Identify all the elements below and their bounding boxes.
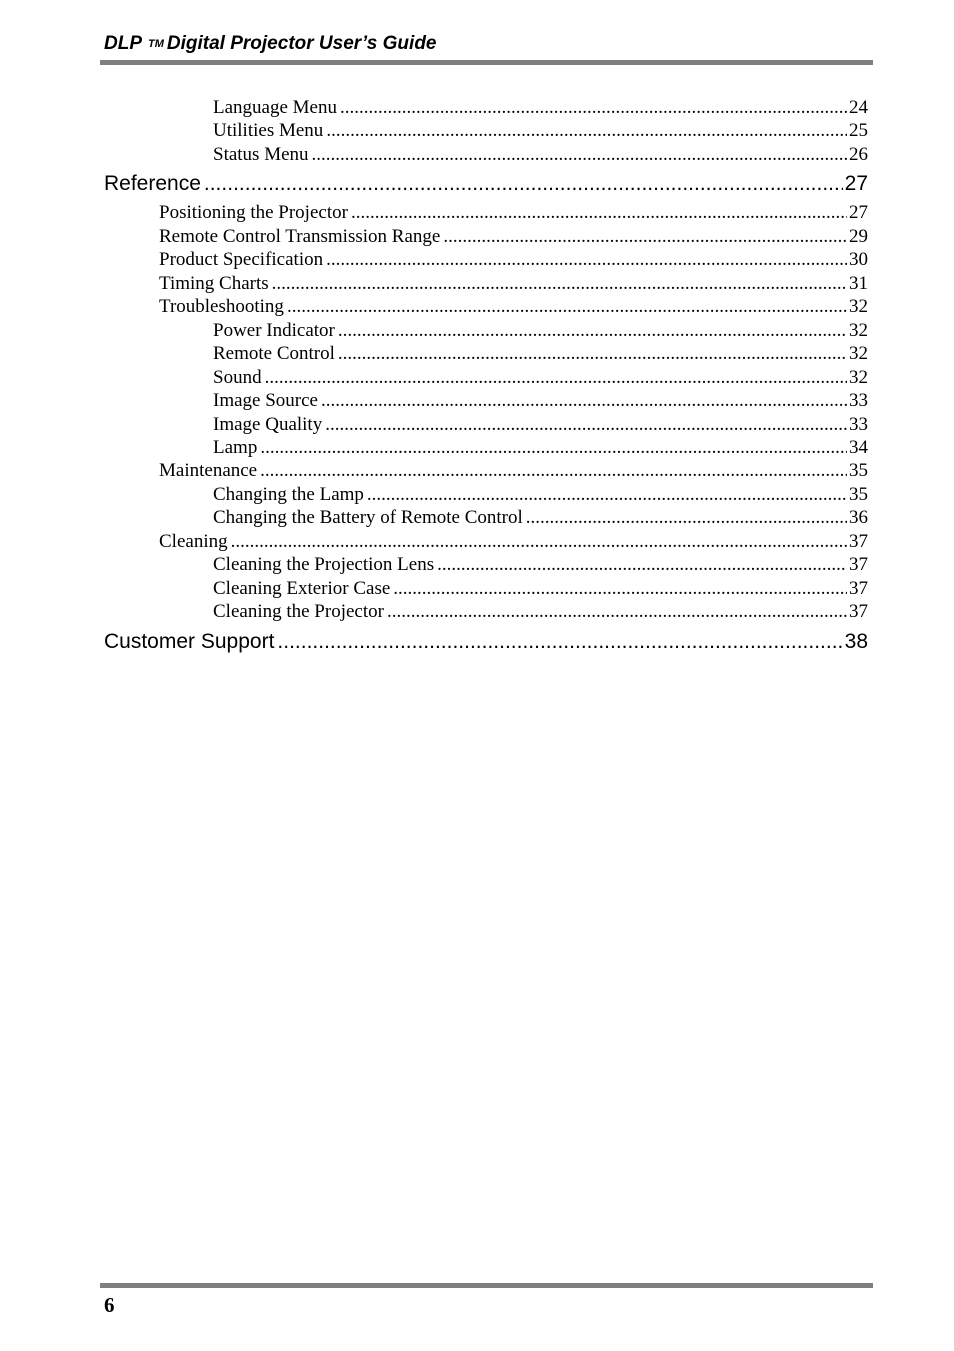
toc-entry[interactable] [213, 96, 868, 119]
toc-entry-page: 33 [849, 414, 868, 435]
toc-entry[interactable] [213, 319, 868, 342]
header-rule [100, 60, 873, 65]
toc-dot-leader [265, 366, 847, 389]
toc-entry-page: 26 [849, 144, 868, 165]
toc-dot-leader [204, 171, 843, 197]
toc-dot-leader [231, 530, 847, 553]
toc-entry-page: 36 [849, 507, 868, 528]
toc-entry-label: Customer Support [104, 630, 275, 653]
header-title-prefix: DLP [104, 33, 142, 54]
toc-dot-leader [312, 143, 847, 166]
toc-dot-leader [387, 600, 847, 623]
toc-entry-page: 37 [849, 601, 868, 622]
toc-dot-leader [325, 413, 847, 436]
toc-entry-page: 29 [849, 226, 868, 247]
toc-dot-leader [287, 295, 847, 318]
toc-entry-label: Status Menu [213, 144, 309, 165]
toc-entry[interactable] [159, 272, 868, 295]
toc-entry-page: 33 [849, 390, 868, 411]
toc-entry-label: Utilities Menu [213, 120, 324, 141]
toc-entry-page: 31 [849, 273, 868, 294]
toc-entry[interactable] [213, 506, 868, 529]
toc-entry-label: Sound [213, 367, 262, 388]
toc-entry[interactable] [213, 366, 868, 389]
toc-entry-page: 37 [849, 531, 868, 552]
toc-dot-leader [367, 483, 847, 506]
running-header [104, 33, 437, 55]
toc-entry[interactable] [213, 342, 868, 365]
toc-entry-page: 32 [849, 320, 868, 341]
toc-entry-label: Language Menu [213, 97, 337, 118]
toc-entry-page: 25 [849, 120, 868, 141]
toc-dot-leader [321, 389, 847, 412]
toc-entry[interactable] [213, 389, 868, 412]
toc-chapter-entry[interactable] [104, 171, 868, 197]
toc-entry-label: Power Indicator [213, 320, 335, 341]
toc-entry-label: Timing Charts [159, 273, 269, 294]
toc-dot-leader [338, 319, 847, 342]
toc-dot-leader [272, 272, 847, 295]
toc-entry-label: Cleaning [159, 531, 228, 552]
toc-entry-page: 38 [844, 630, 868, 653]
toc-entry-page: 32 [849, 343, 868, 364]
toc-dot-leader [326, 119, 847, 142]
toc-entry[interactable] [159, 295, 868, 318]
toc-entry[interactable] [213, 483, 868, 506]
toc-dot-leader [437, 553, 847, 576]
header-title-suffix: Digital Projector User’s Guide [166, 33, 437, 54]
toc-entry-label: Image Source [213, 390, 318, 411]
toc-entry[interactable] [213, 413, 868, 436]
toc-dot-leader [351, 201, 847, 224]
toc-dot-leader [338, 342, 847, 365]
toc-dot-leader [340, 96, 847, 119]
trademark-symbol: TM [148, 38, 164, 50]
toc-dot-leader [277, 629, 842, 655]
toc-entry-label: Cleaning Exterior Case [213, 578, 391, 599]
toc-entry-label: Changing the Lamp [213, 484, 364, 505]
toc-entry[interactable] [213, 577, 868, 600]
toc-entry-page: 30 [849, 249, 868, 270]
toc-entry-label: Troubleshooting [159, 296, 284, 317]
toc-entry-label: Positioning the Projector [159, 202, 348, 223]
toc-entry-label: Lamp [213, 437, 258, 458]
toc-entry-page: 24 [849, 97, 868, 118]
toc-entry-label: Changing the Battery of Remote Control [213, 507, 523, 528]
toc-entry-page: 32 [849, 367, 868, 388]
toc-dot-leader [326, 248, 847, 271]
footer-rule [100, 1283, 873, 1288]
toc-entry-page: 37 [849, 554, 868, 575]
toc-entry[interactable] [159, 225, 868, 248]
toc-chapter-entry[interactable] [104, 629, 868, 655]
toc-entry[interactable] [213, 119, 868, 142]
toc-entry-label: Product Specification [159, 249, 324, 270]
toc-entry-label: Image Quality [213, 414, 323, 435]
toc-dot-leader [260, 436, 847, 459]
toc-entry[interactable] [213, 553, 868, 576]
toc-entry-page: 35 [849, 484, 868, 505]
toc-entry[interactable] [159, 201, 868, 224]
toc-entry[interactable] [213, 600, 868, 623]
toc-dot-leader [443, 225, 847, 248]
toc-entry-label: Remote Control [213, 343, 335, 364]
toc-entry-label: Remote Control Transmission Range [159, 226, 441, 247]
toc-entry[interactable] [159, 459, 868, 482]
toc-entry-page: 32 [849, 296, 868, 317]
toc-entry-page: 34 [849, 437, 868, 458]
toc-dot-leader [260, 459, 847, 482]
toc-entry[interactable] [159, 530, 868, 553]
toc-entry[interactable] [159, 248, 868, 271]
toc-dot-leader [393, 577, 847, 600]
page-number: 6 [104, 1293, 115, 1317]
toc-entry-page: 35 [849, 460, 868, 481]
toc-entry[interactable] [213, 143, 868, 166]
toc-entry[interactable] [213, 436, 868, 459]
toc-entry-page: 27 [844, 172, 868, 195]
toc-dot-leader [526, 506, 847, 529]
toc-entry-page: 27 [849, 202, 868, 223]
toc-entry-label: Cleaning the Projection Lens [213, 554, 435, 575]
toc-entry-label: Cleaning the Projector [213, 601, 384, 622]
toc-entry-label: Reference [104, 172, 201, 195]
toc-entry-label: Maintenance [159, 460, 258, 481]
toc-entry-page: 37 [849, 578, 868, 599]
